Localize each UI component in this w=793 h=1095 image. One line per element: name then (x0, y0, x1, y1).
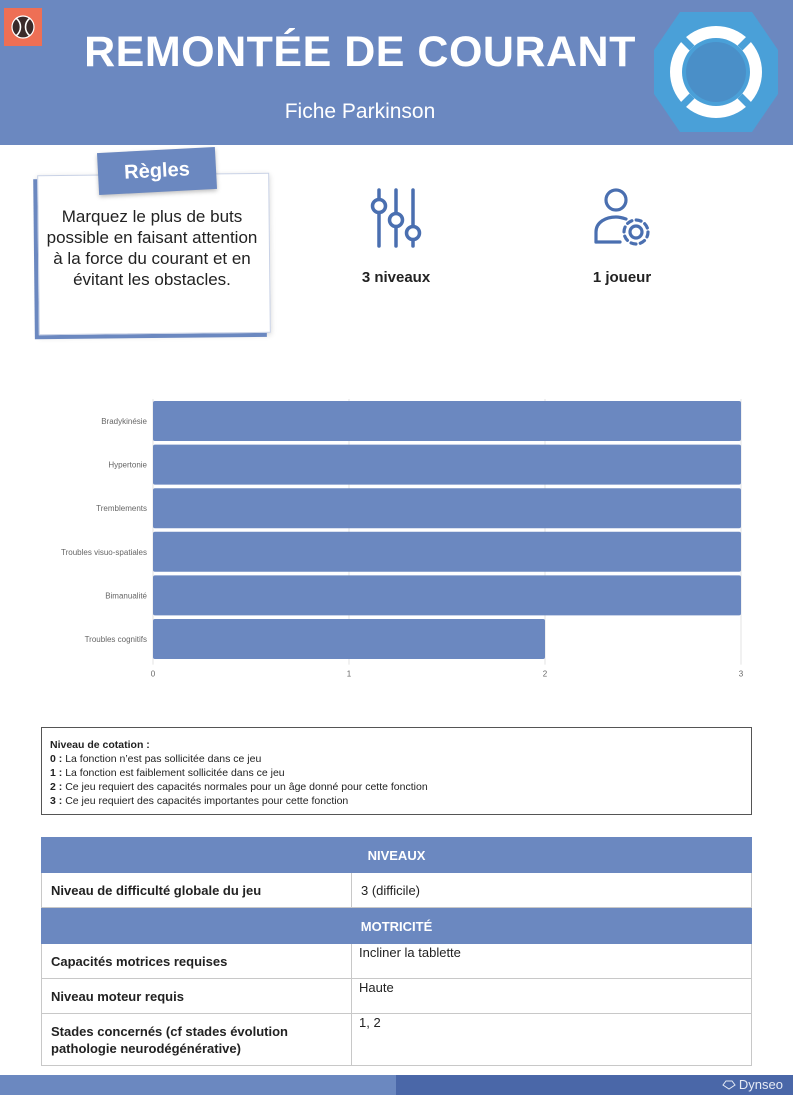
tennis-ball-icon (4, 8, 42, 46)
lifebuoy-icon (652, 10, 780, 134)
feature-levels-label: 3 niveaux (361, 269, 431, 286)
bar (153, 532, 741, 572)
row-label: Niveau moteur requis (42, 979, 352, 1013)
row-value: 3 (difficile) (361, 882, 421, 898)
section-header-motricite: MOTRICITÉ (41, 908, 752, 944)
sliders-icon (364, 186, 428, 250)
brand-logo-icon (722, 1080, 736, 1090)
bar (153, 619, 545, 659)
row-label: Niveau de difficulté globale du jeu (42, 873, 352, 907)
page-subtitle: Fiche Parkinson (284, 100, 436, 123)
page-title: REMONTÉE DE COURANT (84, 28, 636, 76)
feature-levels (336, 186, 456, 286)
table-row (41, 873, 752, 908)
category-label: Bradykinésie (101, 417, 147, 426)
row-value: Incliner la tablette (359, 945, 461, 960)
x-tick-label: 1 (346, 669, 352, 679)
legend-item: 2 : Ce jeu requiert des capacités normales pour un âge donné pour cette fonction (50, 781, 428, 793)
legend-item: 0 : La fonction n’est pas sollicitée dans ce jeu (50, 753, 262, 765)
legend-item: 1 : La fonction est faiblement sollicitée dans ce jeu (50, 767, 285, 779)
category-label: Troubles cognitifs (84, 635, 147, 644)
x-tick-label: 2 (542, 669, 548, 679)
rules-text: Marquez le plus de buts possible en faisant attention à la force du courant et en évitant les obstacles. (46, 207, 258, 289)
table-row (41, 1014, 752, 1066)
row-value: Haute (359, 980, 394, 995)
table-row (41, 979, 752, 1014)
legend-title: Niveau de cotation : (50, 739, 150, 751)
feature-players-label: 1 joueur (592, 269, 652, 286)
x-tick-label: 3 (738, 669, 744, 679)
category-label: Tremblements (96, 504, 147, 514)
footer-brand-text: Dynseo (738, 1077, 783, 1092)
bar (153, 445, 741, 485)
row-label: Capacités motrices requises (42, 944, 352, 978)
x-tick-label: 0 (150, 669, 156, 679)
legend-box (41, 727, 752, 815)
bar-chart-svg (0, 380, 793, 680)
feature-players (562, 186, 682, 286)
category-label: Bimanualité (105, 591, 147, 601)
rules-tag: Règles (97, 147, 217, 195)
section-header-niveaux: NIVEAUX (41, 837, 752, 873)
bar-chart (0, 380, 793, 680)
info-table (41, 837, 752, 1066)
user-settings-icon (590, 186, 654, 250)
bar (153, 401, 741, 441)
row-label: Stades concernés (cf stades évolution pathologie neurodégénérative) (42, 1014, 352, 1065)
bar (153, 575, 741, 615)
category-label: Hypertonie (108, 460, 147, 470)
category-label: Troubles visuo-spatiales (61, 547, 147, 557)
table-row (41, 944, 752, 979)
legend-item: 3 : Ce jeu requiert des capacités importantes pour cette fonction (50, 795, 349, 807)
bar (153, 488, 741, 528)
footer-bar-left (0, 1075, 396, 1095)
row-value: 1, 2 (359, 1015, 381, 1030)
footer-brand (722, 1077, 783, 1092)
